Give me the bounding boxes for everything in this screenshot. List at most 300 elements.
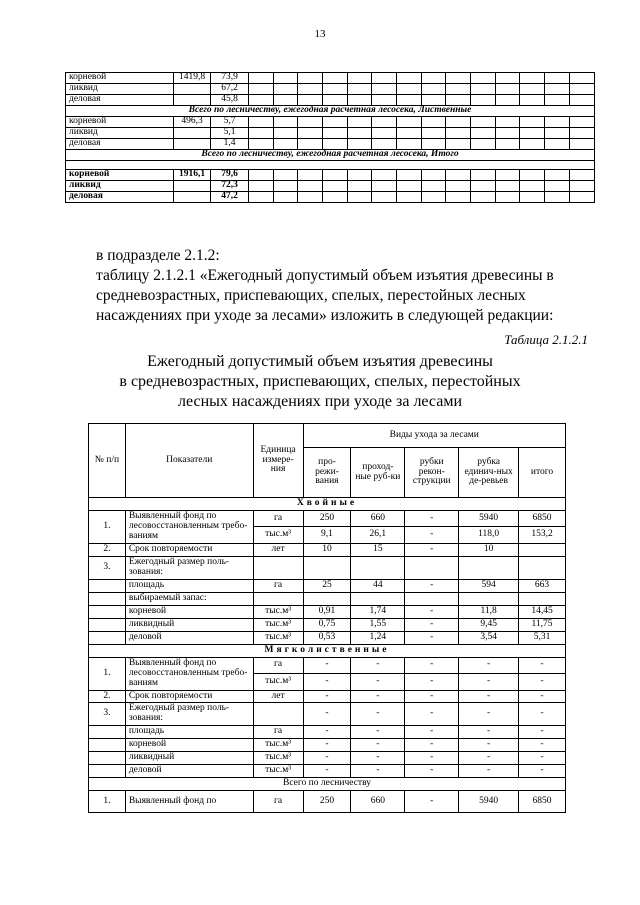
table-cell [323,170,348,181]
table-cell [347,73,372,84]
table-cell: - [459,674,519,690]
table-cell [397,181,422,192]
table-cell: корневой [66,116,174,127]
table-cell [471,138,496,149]
table-cell [421,73,446,84]
table-cell [89,605,126,618]
table-cell: тыс.м³ [253,605,303,618]
table-cell: корневой [125,739,253,752]
table-row [89,791,566,813]
table-cell [569,73,594,84]
table-cell [446,138,471,149]
table-cell: 1,24 [351,631,405,644]
table-cell: Ежегодный размер поль-зования: [125,556,253,579]
table-row [89,726,566,739]
table-cell [471,116,496,127]
table-cell [174,83,211,94]
table-cell: деловой [125,631,253,644]
table-cell [273,170,298,181]
table-cell: - [405,510,459,526]
main-table [88,423,566,813]
table-cell [89,739,126,752]
table-cell [495,94,520,105]
table-cell [545,181,570,192]
table-cell: 0,53 [303,631,351,644]
table-cell [446,116,471,127]
table-cell: 5940 [459,791,519,813]
table-cell [495,73,520,84]
table-cell [520,181,545,192]
header-col4: рубка единич-ных де-ревьев [459,448,519,498]
table-cell [347,94,372,105]
table-cell: - [405,527,459,543]
title-line2: в средневозрастных, приспевающих, спелых, перестойных [119,373,521,390]
table-cell: - [405,765,459,778]
table-cell [545,170,570,181]
table-cell: Выявленный фонд по лесовосстановленным требо-ваниям [125,510,253,543]
table-cell [569,181,594,192]
table-cell: 10 [459,543,519,556]
table-cell: 1,4 [211,138,249,149]
table-cell: лет [253,690,303,703]
table-cell: 1. [89,791,126,813]
table-cell: 14,45 [519,605,566,618]
table-cell [421,83,446,94]
table-cell: 1. [89,510,126,543]
table-cell: 9,1 [303,527,351,543]
table-cell [397,138,422,149]
table-cell: га [253,579,303,592]
table-cell [249,83,274,94]
table-cell: - [459,726,519,739]
table-cell [372,94,397,105]
table-cell: 594 [459,579,519,592]
table-cell: - [405,703,459,726]
table-cell [89,631,126,644]
table-cell [323,127,348,138]
table-cell: 45,8 [211,94,249,105]
table-cell [249,138,274,149]
table-cell: 660 [351,510,405,526]
table-cell: тыс.м³ [253,765,303,778]
table-cell [249,181,274,192]
table-cell: - [405,674,459,690]
table-cell [174,127,211,138]
table-cell: 25 [303,579,351,592]
table-cell [421,127,446,138]
table-cell [569,170,594,181]
table-row [89,498,566,511]
table-cell [545,127,570,138]
table-cell [323,192,348,203]
table-cell: - [303,739,351,752]
table-cell [273,192,298,203]
header-unit: Единица измере-ния [253,424,303,498]
table-cell [372,73,397,84]
table-cell [545,83,570,94]
header-col1: про-режи-вания [303,448,351,498]
table-cell: 9,45 [459,618,519,631]
table-cell [323,83,348,94]
table-row [66,105,595,116]
table-cell [421,181,446,192]
table-cell: площадь [125,726,253,739]
table-cell [520,94,545,105]
intro-text [96,246,590,326]
table-cell: корневой [125,605,253,618]
table-cell: деловой [125,765,253,778]
table-cell: 5,31 [519,631,566,644]
table-cell [397,192,422,203]
table-cell: 15 [351,543,405,556]
table-cell [372,138,397,149]
table-cell [174,94,211,105]
table-row [66,127,595,138]
table-cell [351,592,405,605]
table-cell: выбираемый запас: [125,592,253,605]
table-cell [421,192,446,203]
table-cell: - [405,690,459,703]
table-cell: 67,2 [211,83,249,94]
table-cell [372,170,397,181]
table-cell [405,556,459,579]
table-cell [446,170,471,181]
table-cell: деловая [66,94,174,105]
table-cell [397,73,422,84]
table-cell [249,192,274,203]
table-row [66,73,595,84]
table-cell [545,116,570,127]
table-cell [520,138,545,149]
table-cell [347,192,372,203]
header-col5: итого [519,448,566,498]
table-cell [471,127,496,138]
table-cell [495,127,520,138]
title-line3: лесных насаждениях при уходе за лесами [177,393,463,410]
table-row [89,690,566,703]
table-cell [249,94,274,105]
table-cell: 496,3 [174,116,211,127]
table-row [89,618,566,631]
table-cell: - [459,657,519,673]
table-cell [397,94,422,105]
table-cell: - [459,752,519,765]
table-cell [545,192,570,203]
table-cell [351,556,405,579]
table-cell [323,138,348,149]
table-cell [471,181,496,192]
table-cell [89,618,126,631]
table-cell: - [519,765,566,778]
table-cell: лет [253,543,303,556]
table-cell: 2. [89,543,126,556]
table-cell [298,181,323,192]
table-cell [323,181,348,192]
table-cell [347,127,372,138]
header-num: № п/п [89,424,126,498]
table-cell: ликвид [66,181,174,192]
table-cell [397,116,422,127]
table-cell [545,94,570,105]
table-cell [249,73,274,84]
table-cell: - [351,739,405,752]
table-cell: ликвид [66,83,174,94]
table-cell [459,556,519,579]
table-row [89,739,566,752]
table-label: Таблица 2.1.2.1 [504,332,588,347]
table-cell [495,181,520,192]
table-cell [495,116,520,127]
table-cell [347,116,372,127]
table-cell: - [405,657,459,673]
table-cell: - [405,631,459,644]
table-cell [347,138,372,149]
table-cell: 250 [303,791,351,813]
table-cell [298,83,323,94]
table-cell: ликвидный [125,752,253,765]
table-cell: тыс.м³ [253,752,303,765]
table-cell: тыс.м³ [253,527,303,543]
table-cell: 6850 [519,510,566,526]
table-cell [495,170,520,181]
table-cell: - [303,765,351,778]
table-cell [519,592,566,605]
table-row [89,644,566,657]
table-cell [520,192,545,203]
table-row [89,510,566,526]
table-cell: 26,1 [351,527,405,543]
table-cell [298,127,323,138]
table-row [89,703,566,726]
table-cell: тыс.м³ [253,674,303,690]
table-cell: - [405,579,459,592]
table-cell: 72,3 [211,181,249,192]
table-row [66,170,595,181]
table-cell: Хвойные [89,498,566,511]
table-cell [471,94,496,105]
table-cell [273,94,298,105]
table-cell: 79,6 [211,170,249,181]
table-row [66,116,595,127]
table-cell: 47,2 [211,192,249,203]
table-cell [372,116,397,127]
table-cell: - [405,791,459,813]
table-cell [273,83,298,94]
table-cell: - [351,674,405,690]
table-cell: - [459,703,519,726]
table-cell [405,592,459,605]
table-cell: - [519,739,566,752]
table-cell: 1916,1 [174,170,211,181]
table-cell: 3. [89,703,126,726]
table-cell: Всего по лесничеству, ежегодная расчетная лесосека, Лиственные [66,105,595,116]
table-cell: - [519,674,566,690]
table-cell [273,138,298,149]
table-cell: 153,2 [519,527,566,543]
table-cell [421,94,446,105]
table-cell [545,73,570,84]
table-cell: корневой [66,170,174,181]
title-line1: Ежегодный допустимый объем изъятия древесины [147,353,493,370]
table-row [89,631,566,644]
table-cell [273,116,298,127]
table-cell [323,94,348,105]
table-cell: - [351,765,405,778]
table-cell [569,192,594,203]
table-cell: - [303,657,351,673]
table-cell [298,94,323,105]
table-cell: Всего по лесничеству, ежегодная расчетная лесосека, Итого [66,149,595,160]
table-cell: - [405,726,459,739]
table-cell: ликвид [66,127,174,138]
table-cell: тыс.м³ [253,739,303,752]
table-cell [421,138,446,149]
table-cell [372,181,397,192]
table-cell [298,116,323,127]
table-cell [89,752,126,765]
intro-line2: таблицу 2.1.2.1 «Ежегодный допустимый объем изъятия древесины в средневозрастных, приспевающих, спелых, перестойных лесных насаждениях при уходе за лесами» изложить в следующей редакции: [96,267,554,324]
table-row [89,579,566,592]
table-cell: - [519,726,566,739]
table-cell: - [351,703,405,726]
table-cell [520,83,545,94]
table-cell: - [519,690,566,703]
table-cell [249,127,274,138]
table-cell: Ежегодный размер поль-зования: [125,703,253,726]
table-row [66,94,595,105]
table-cell [273,127,298,138]
table-cell: - [351,657,405,673]
table-row [89,605,566,618]
table-cell: 11,8 [459,605,519,618]
table-cell [253,703,303,726]
table-cell [372,83,397,94]
table-cell [273,181,298,192]
table-cell [495,192,520,203]
table-cell: га [253,657,303,673]
table-cell [298,73,323,84]
table-cell: - [351,752,405,765]
table-cell: Срок повторяемости [125,543,253,556]
table-row [89,556,566,579]
table-cell [298,192,323,203]
table-cell [174,192,211,203]
table-cell [397,83,422,94]
table-row [66,83,595,94]
table-cell: ликвидный [125,618,253,631]
table-cell [569,127,594,138]
table-row [89,592,566,605]
table-cell: - [519,703,566,726]
table-cell [520,170,545,181]
table-cell: 1. [89,657,126,690]
header-indicators: Показатели [125,424,253,498]
table-cell: 660 [351,791,405,813]
table-cell [273,73,298,84]
table-cell [347,181,372,192]
page-number: 13 [314,28,326,40]
table-cell [471,192,496,203]
table-cell: площадь [125,579,253,592]
table-cell: деловая [66,138,174,149]
table-cell: 5940 [459,510,519,526]
table-cell [520,73,545,84]
table-cell: га [253,510,303,526]
table-cell: 663 [519,579,566,592]
header-col2: проход-ные руб-ки [351,448,405,498]
table-cell: - [405,739,459,752]
table-cell [323,73,348,84]
table-cell [89,726,126,739]
table-cell: 5,7 [211,116,249,127]
table-row [89,543,566,556]
table-cell [471,73,496,84]
table-cell [545,138,570,149]
table-cell [89,592,126,605]
table-cell [298,170,323,181]
table-cell: тыс.м³ [253,631,303,644]
table-cell: Срок повторяемости [125,690,253,703]
table-cell [471,83,496,94]
table-cell: - [405,543,459,556]
table-cell: - [405,618,459,631]
table-cell [303,556,351,579]
table-cell [519,556,566,579]
table-cell: - [303,703,351,726]
table-cell: - [303,674,351,690]
table-cell [421,116,446,127]
table-cell: - [303,752,351,765]
table-cell: 1419,8 [174,73,211,84]
table-cell [249,170,274,181]
table-cell: 6850 [519,791,566,813]
table-cell: деловая [66,192,174,203]
table-row [66,181,595,192]
table-cell: 3. [89,556,126,579]
table-cell: 44 [351,579,405,592]
table-cell [253,592,303,605]
table-cell [397,170,422,181]
table-cell [303,592,351,605]
table-cell [446,181,471,192]
table-title [0,352,640,412]
table-cell: - [459,739,519,752]
table-row [89,752,566,765]
table-cell: 1,74 [351,605,405,618]
table-cell: - [519,657,566,673]
table-cell [520,116,545,127]
table-cell: 0,75 [303,618,351,631]
table-cell [347,83,372,94]
table-row [66,149,595,160]
table-cell [446,73,471,84]
table-cell: 0,91 [303,605,351,618]
table-row [89,778,566,791]
table-cell: - [303,726,351,739]
table-cell [471,170,496,181]
table-cell [253,556,303,579]
table-cell [519,543,566,556]
table-cell: Выявленный фонд по [125,791,253,813]
table-cell [569,83,594,94]
header-types: Виды ухода за лесами [303,424,565,448]
table-cell [89,765,126,778]
table-cell: - [405,752,459,765]
table-cell: - [519,752,566,765]
table-cell [495,83,520,94]
table-cell: 1,55 [351,618,405,631]
table-cell: - [459,765,519,778]
